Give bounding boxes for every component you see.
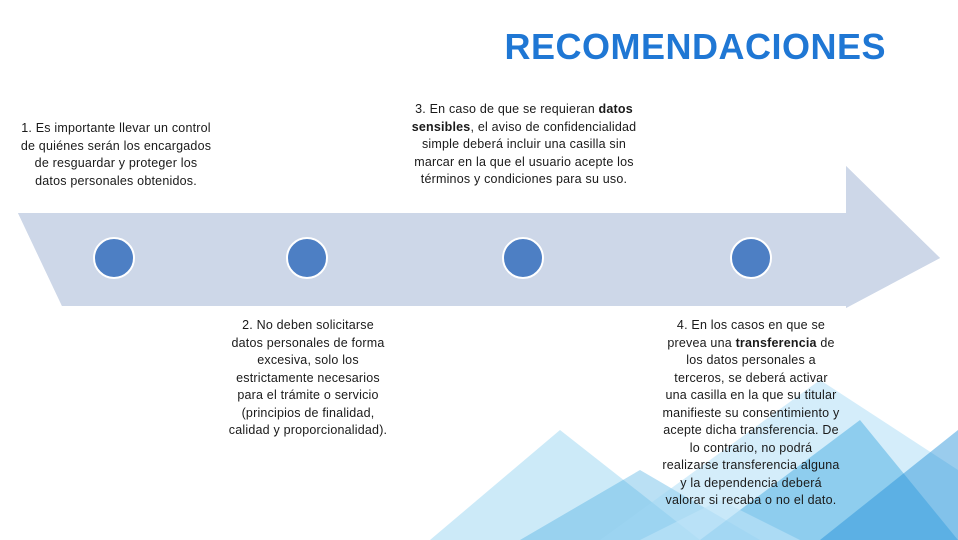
recommendation-4 (662, 317, 840, 510)
recommendation-text-segment: datos sensibles (411, 102, 633, 134)
recommendation-text-segment: 2. No deben solicitarse datos personales de forma excesiva, solo los estrictamente necesarios para el trámite o servicio (principios de finalidad, calidad y proporcionalidad). (228, 318, 388, 437)
timeline-marker-2 (286, 237, 328, 279)
recommendation-1 (18, 120, 214, 190)
recommendation-3 (408, 101, 640, 189)
recommendation-text-segment: , el aviso de confidencialidad simple deberá incluir una casilla sin marcar en la que el usuario acepte los términos y condiciones para su uso. (414, 119, 637, 186)
recommendation-text-segment: 1. Es importante llevar un control de quiénes serán los encargados de resguardar y proteger los datos personales obtenidos. (20, 121, 212, 188)
page-title: RECOMENDACIONES (504, 26, 886, 67)
recommendation-text-segment: 4. En los casos en que se prevea una (667, 318, 826, 350)
recommendation-2 (228, 317, 388, 440)
recommendation-text-segment: de los datos personales a terceros, se deberá activar una casilla en la que su titular manifieste su consentimiento y acepte dicha transferencia. De lo contrario, no podrá realizarse transferencia alguna y la dependencia deberá valorar si recaba o no el dato. (662, 335, 840, 507)
timeline-marker-1 (93, 237, 135, 279)
timeline-marker-3 (502, 237, 544, 279)
recommendation-text-segment: transferencia (735, 335, 817, 350)
timeline-marker-4 (730, 237, 772, 279)
recommendation-text-segment: 3. En caso de que se requieran (415, 102, 599, 116)
